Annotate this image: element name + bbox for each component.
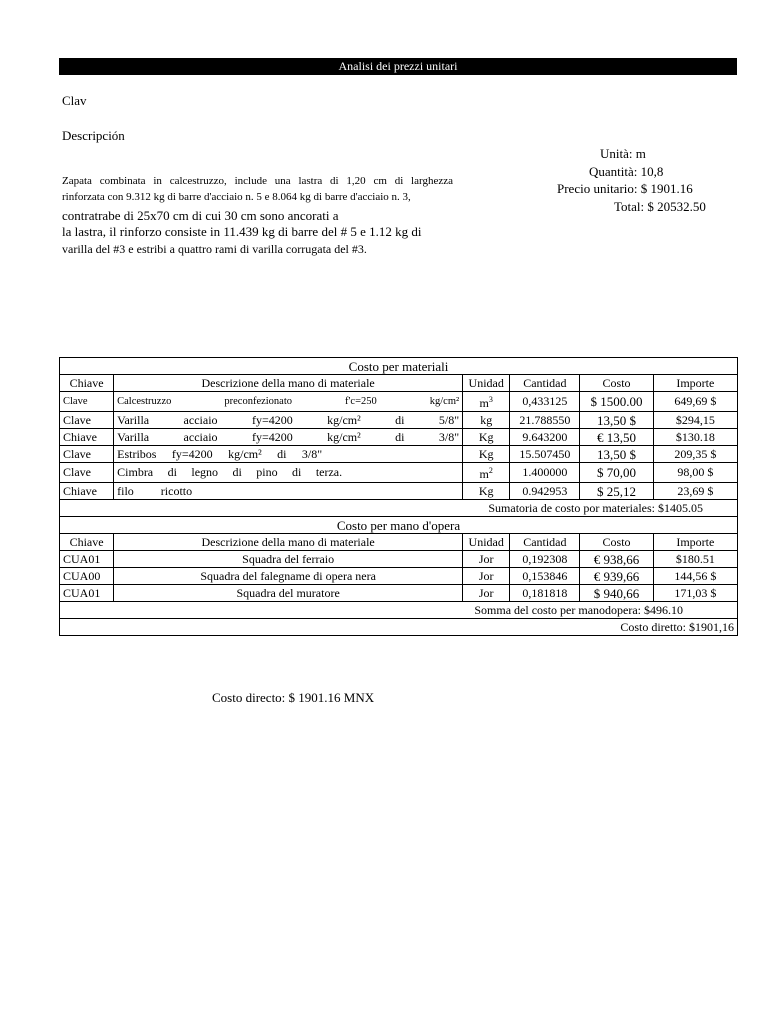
row-quantity: 9.643200 bbox=[510, 429, 580, 446]
labor-column-headers bbox=[60, 534, 738, 551]
row-amount: $180.51 bbox=[653, 551, 737, 568]
table-row bbox=[60, 392, 738, 412]
row-unit: Kg bbox=[463, 483, 510, 500]
quantity-value: Quantità: 10,8 bbox=[589, 164, 664, 179]
labor-subtotal: Somma del costo per manodopera: $496.10 bbox=[60, 602, 738, 619]
row-unit: Jor bbox=[463, 551, 510, 568]
column-header: Descrizione della mano di materiale bbox=[114, 534, 463, 551]
materials-subtotal: Sumatoria de costo por materiales: $1405.05 bbox=[60, 500, 738, 517]
row-description: Estribos fy=4200 kg/cm² di 3/8" bbox=[114, 446, 463, 463]
table-row bbox=[60, 429, 738, 446]
row-amount: 209,35 $ bbox=[653, 446, 737, 463]
row-quantity: 21.788550 bbox=[510, 412, 580, 429]
row-amount: $130.18 bbox=[653, 429, 737, 446]
description-line-2: rinforzata con 9.312 kg di barre d'acciaio n. 5 e 8.064 kg di barre d'acciaio n. 3, bbox=[62, 191, 411, 203]
row-amount: 144,56 $ bbox=[653, 568, 737, 585]
labor-subtotal-row bbox=[60, 602, 738, 619]
row-key: Chiave bbox=[60, 483, 114, 500]
table-row bbox=[60, 446, 738, 463]
row-unit: Kg bbox=[463, 446, 510, 463]
table-row bbox=[60, 551, 738, 568]
table-row bbox=[60, 412, 738, 429]
row-key: CUA00 bbox=[60, 568, 114, 585]
labor-section-title: Costo per mano d'opera bbox=[60, 517, 738, 534]
row-quantity: 0.942953 bbox=[510, 483, 580, 500]
row-unit: Jor bbox=[463, 568, 510, 585]
row-cost: $ 1500.00 bbox=[580, 392, 653, 412]
direct-cost-row bbox=[60, 619, 738, 636]
row-key: CUA01 bbox=[60, 585, 114, 602]
description-label: Descripción bbox=[62, 128, 125, 143]
column-header: Costo bbox=[580, 534, 653, 551]
clav-label: Clav bbox=[62, 93, 87, 108]
total-value: Total: $ 20532.50 bbox=[614, 199, 706, 214]
row-cost: $ 25,12 bbox=[580, 483, 653, 500]
row-amount: 23,69 $ bbox=[653, 483, 737, 500]
row-description: Squadra del falegname di opera nera bbox=[114, 568, 463, 585]
row-quantity: 0,181818 bbox=[510, 585, 580, 602]
row-key: Clave bbox=[60, 463, 114, 483]
row-unit: $m^3$ bbox=[463, 392, 510, 412]
table-row bbox=[60, 463, 738, 483]
row-description: Cimbra di legno di pino di terza. bbox=[114, 463, 463, 483]
row-description: Squadra del ferraio bbox=[114, 551, 463, 568]
unit-value: Unità: m bbox=[600, 146, 646, 161]
column-header: Unidad bbox=[463, 534, 510, 551]
direct-cost-total: Costo diretto: $1901,16 bbox=[60, 619, 738, 636]
row-cost: 13,50 $ bbox=[580, 412, 653, 429]
row-quantity: 0,153846 bbox=[510, 568, 580, 585]
table-row bbox=[60, 483, 738, 500]
table-row bbox=[60, 585, 738, 602]
row-description: Calcestruzzo preconfezionato f'c=250 kg/cm² bbox=[114, 392, 463, 412]
row-key: Clave bbox=[60, 446, 114, 463]
row-description: Squadra del muratore bbox=[114, 585, 463, 602]
column-header: Importe bbox=[653, 534, 737, 551]
description-line-4: la lastra, il rinforzo consiste in 11.439 kg di barre del # 5 e 1.12 kg di bbox=[62, 224, 422, 239]
row-key: Clave bbox=[60, 392, 114, 412]
row-unit: $m^2$ bbox=[463, 463, 510, 483]
row-key: Chiave bbox=[60, 429, 114, 446]
row-description: Varilla acciaio fy=4200 kg/cm² di 3/8" bbox=[114, 429, 463, 446]
column-header: Unidad bbox=[463, 375, 510, 392]
materials-subtotal-row bbox=[60, 500, 738, 517]
row-amount: 649,69 $ bbox=[653, 392, 737, 412]
row-unit: Jor bbox=[463, 585, 510, 602]
materials-column-headers bbox=[60, 375, 738, 392]
cost-table bbox=[59, 357, 738, 636]
description-line-1: Zapata combinata in calcestruzzo, include una lastra di 1,20 cm di larghezza bbox=[62, 175, 453, 187]
row-cost: $ 70,00 bbox=[580, 463, 653, 483]
column-header: Chiave bbox=[60, 534, 114, 551]
row-amount: 98,00 $ bbox=[653, 463, 737, 483]
column-header: Cantidad bbox=[510, 375, 580, 392]
row-unit: kg bbox=[463, 412, 510, 429]
description-line-5: varilla del #3 e estribi a quattro rami di varilla corrugata del #3. bbox=[62, 242, 367, 256]
row-cost: € 13,50 bbox=[580, 429, 653, 446]
row-key: CUA01 bbox=[60, 551, 114, 568]
row-description: filo ricotto bbox=[114, 483, 463, 500]
row-amount: $294,15 bbox=[653, 412, 737, 429]
column-header: Chiave bbox=[60, 375, 114, 392]
row-quantity: 0,192308 bbox=[510, 551, 580, 568]
row-key: Clave bbox=[60, 412, 114, 429]
direct-cost-footer: Costo directo: $ 1901.16 MNX bbox=[212, 690, 375, 705]
row-unit: Kg bbox=[463, 429, 510, 446]
row-cost: € 939,66 bbox=[580, 568, 653, 585]
column-header: Cantidad bbox=[510, 534, 580, 551]
labor-section-header bbox=[60, 517, 738, 534]
row-quantity: 0,433125 bbox=[510, 392, 580, 412]
row-quantity: 1.400000 bbox=[510, 463, 580, 483]
row-description: Varilla acciaio fy=4200 kg/cm² di 5/8" bbox=[114, 412, 463, 429]
row-cost: $ 940,66 bbox=[580, 585, 653, 602]
unit-price-value: Precio unitario: $ 1901.16 bbox=[557, 181, 693, 196]
description-line-3: contratrabe di 25x70 cm di cui 30 cm sono ancorati a bbox=[62, 208, 339, 223]
materials-section-header bbox=[60, 358, 738, 375]
page-title: Analisi dei prezzi unitari bbox=[59, 58, 737, 75]
row-amount: 171,03 $ bbox=[653, 585, 737, 602]
column-header: Importe bbox=[653, 375, 737, 392]
materials-section-title: Costo per materiali bbox=[60, 358, 738, 375]
column-header: Costo bbox=[580, 375, 653, 392]
column-header: Descrizione della mano di materiale bbox=[114, 375, 463, 392]
row-quantity: 15.507450 bbox=[510, 446, 580, 463]
row-cost: 13,50 $ bbox=[580, 446, 653, 463]
row-cost: € 938,66 bbox=[580, 551, 653, 568]
table-row bbox=[60, 568, 738, 585]
